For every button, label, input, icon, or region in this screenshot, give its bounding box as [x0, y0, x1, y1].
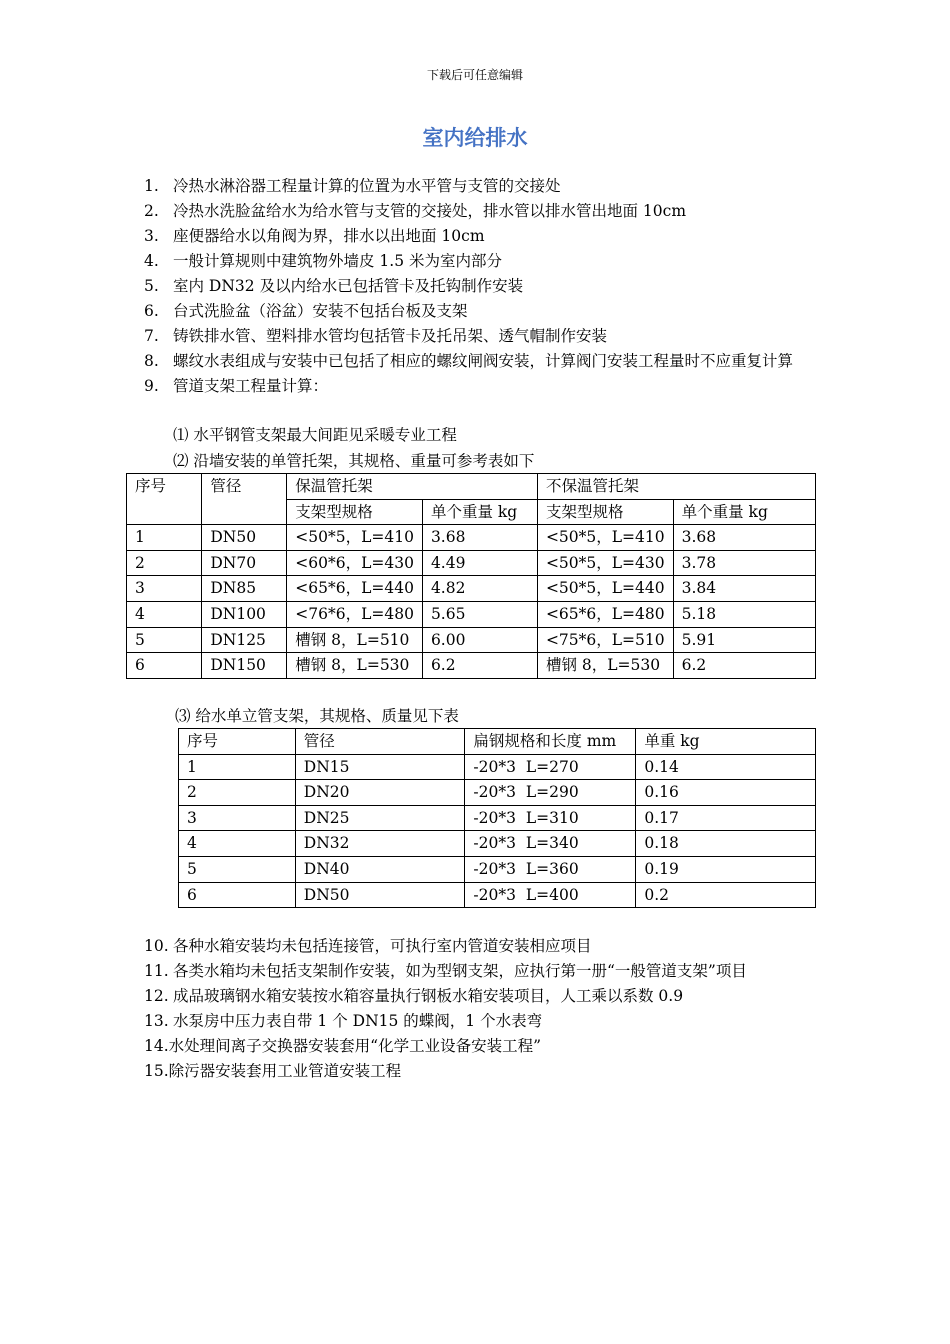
- col-header-unit-weight: 单重 kg: [636, 729, 816, 755]
- sub-item-3: ⑶ 给水单立管支架，其规格、质量见下表: [175, 707, 459, 725]
- list-item: 10. 各种水箱安装均未包括连接管，可执行室内管道安装相应项目: [144, 937, 592, 955]
- table-row: 5 DN40 -20*3 L=360 0.19: [179, 856, 816, 882]
- col-header-spec-2: 支架型规格: [537, 499, 673, 525]
- table-row: 5 DN125 槽钢 8，L=510 6.00 <75*6，L=510 5.91: [127, 627, 816, 653]
- table-row: 2 DN20 -20*3 L=290 0.16: [179, 780, 816, 806]
- col-header-weight-2: 单个重量 kg: [673, 499, 815, 525]
- table-header-row: [179, 729, 816, 755]
- page-title: 室内给排水: [422, 126, 528, 150]
- col-header-insulated: 保温管托架: [287, 474, 538, 500]
- riser-bracket-table: [178, 728, 816, 908]
- table-row: 3 DN85 <65*6，L=440 4.82 <50*5，L=440 3.84: [127, 576, 816, 602]
- table-row: 4 DN100 <76*6，L=480 5.65 <65*6，L=480 5.18: [127, 601, 816, 627]
- col-header-diameter: 管径: [202, 474, 287, 525]
- list-item: 15. 除污器安装套用工业管道安装工程: [144, 1062, 402, 1080]
- list-a: [144, 174, 824, 399]
- list-item: 13. 水泵房中压力表自带 1 个 DN15 的蝶阀，1 个水表弯: [144, 1012, 543, 1030]
- page-header: 下载后可任意编辑: [426, 68, 523, 82]
- list-item: 2. 冷热水洗脸盆给水为给水管与支管的交接处，排水管以排水管出地面 10cm: [144, 202, 687, 220]
- table-row: 1 DN15 -20*3 L=270 0.14: [179, 754, 816, 780]
- list-item: 11. 各类水箱均未包括支架制作安装，如为型钢支架，应执行第一册“一般管道支架”项目: [144, 962, 747, 980]
- table-row: 1 DN50 <50*5，L=410 3.68 <50*5，L=410 3.68: [127, 525, 816, 551]
- col-header-non-insulated: 不保温管托架: [537, 474, 815, 500]
- sub-item-2: ⑵ 沿墙安装的单管托架，其规格、重量可参考表如下: [173, 452, 535, 470]
- col-header-diameter: 管径: [295, 729, 465, 755]
- list-b: [144, 934, 824, 1084]
- list-item: 8. 螺纹水表组成与安装中已包括了相应的螺纹闸阀安装，计算阀门安装工程量时不应重复计算: [144, 352, 794, 370]
- list-item: 14. 水处理间离子交换器安装套用“化学工业设备安装工程”: [144, 1037, 542, 1055]
- list-item: 3. 座便器给水以角阀为界，排水以出地面 10cm: [144, 227, 485, 245]
- list-item: 1. 冷热水淋浴器工程量计算的位置为水平管与支管的交接处: [144, 177, 561, 195]
- table-header-row: [127, 474, 816, 500]
- list-item: 5. 室内 DN32 及以内给水已包括管卡及托钩制作安装: [144, 277, 524, 295]
- list-item: 7. 铸铁排水管、塑料排水管均包括管卡及托吊架、透气帽制作安装: [144, 327, 608, 345]
- col-header-weight: 单个重量 kg: [422, 499, 537, 525]
- list-item: 4. 一般计算规则中建筑物外墙皮 1.5 米为室内部分: [144, 252, 503, 270]
- table-row: 3 DN25 -20*3 L=310 0.17: [179, 805, 816, 831]
- col-header-flat-steel: 扁钢规格和长度 mm: [465, 729, 636, 755]
- list-item: 9. 管道支架工程量计算：: [144, 377, 329, 395]
- list-item: 6. 台式洗脸盆（浴盆）安装不包括台板及支架: [144, 302, 468, 320]
- bracket-table: [126, 473, 816, 679]
- table-row: 4 DN32 -20*3 L=340 0.18: [179, 831, 816, 857]
- sub-item-1: ⑴ 水平钢管支架最大间距见采暖专业工程: [173, 426, 457, 444]
- col-header-spec: 支架型规格: [287, 499, 423, 525]
- table-row: 2 DN70 <60*6，L=430 4.49 <50*5，L=430 3.78: [127, 550, 816, 576]
- col-header-no: 序号: [179, 729, 296, 755]
- list-item: 12. 成品玻璃钢水箱安装按水箱容量执行钢板水箱安装项目，人工乘以系数 0.9: [144, 987, 684, 1005]
- table-row: 6 DN50 -20*3 L=400 0.2: [179, 882, 816, 908]
- col-header-no: 序号: [127, 474, 202, 525]
- table-row: 6 DN150 槽钢 8，L=530 6.2 槽钢 8，L=530 6.2: [127, 653, 816, 679]
